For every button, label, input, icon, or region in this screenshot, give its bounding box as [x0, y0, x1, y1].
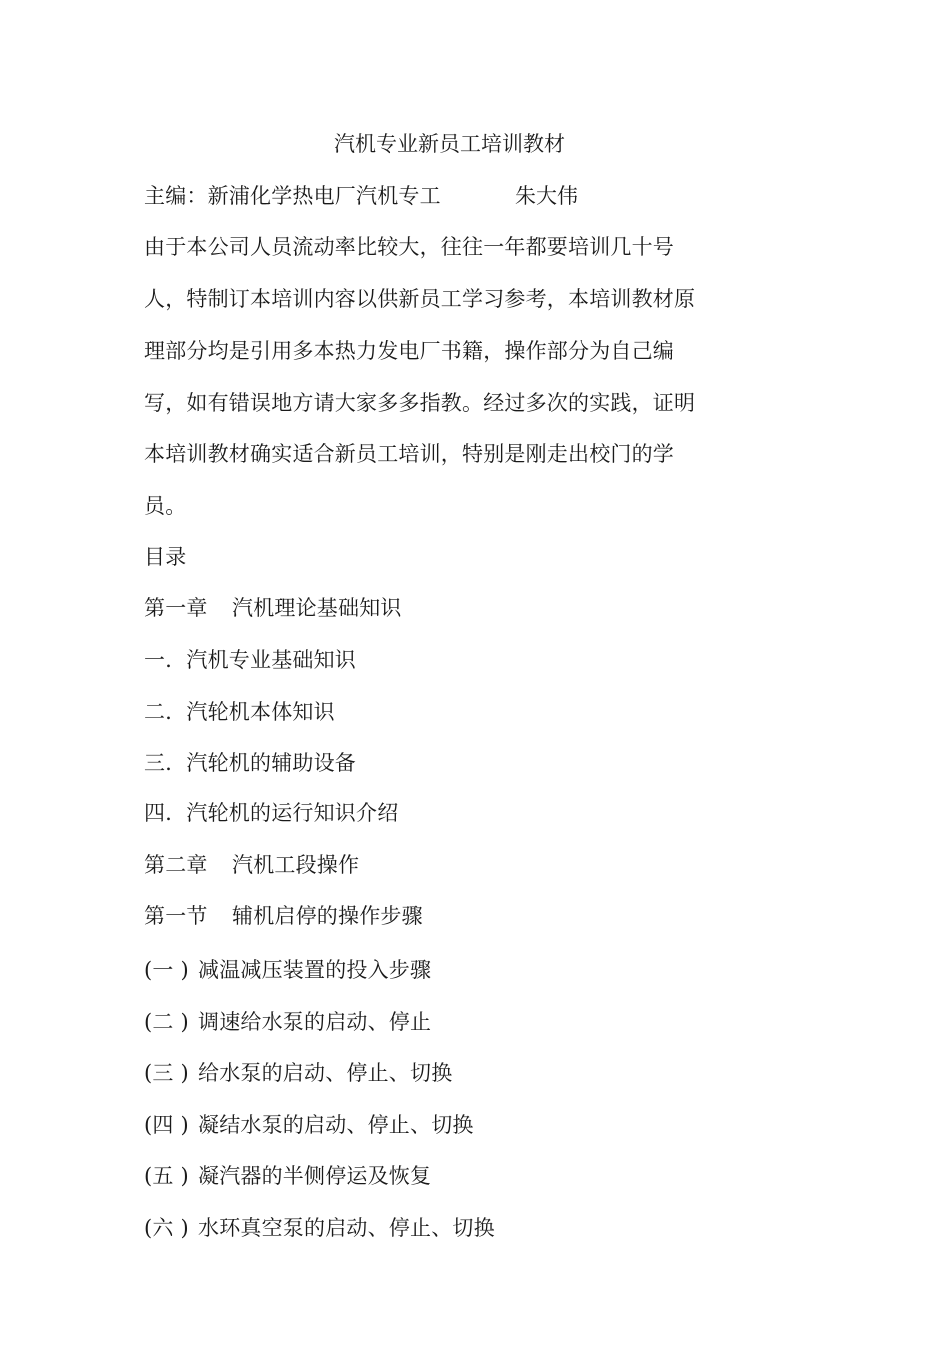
- chapter-1-label: 第一章: [144, 596, 208, 620]
- toc-chapter-2[interactable]: [144, 852, 359, 878]
- intro-line-2: 人，特制订本培训内容以供新员工学习参考，本培训教材原: [144, 287, 696, 311]
- toc-item-1-3[interactable]: 三．汽轮机的辅助设备: [144, 751, 356, 775]
- toc-procedure-6[interactable]: [144, 1215, 495, 1241]
- procedure-number: (三 ): [144, 1061, 189, 1085]
- toc-chapter-1[interactable]: [144, 595, 402, 621]
- chapter-2-label: 第二章: [144, 853, 208, 877]
- section-1-title: 辅机启停的操作步骤: [232, 904, 423, 928]
- procedure-number: (二 ): [144, 1010, 189, 1034]
- procedure-number: (四 ): [144, 1113, 189, 1137]
- intro-line-5: 本培训教材确实适合新员工培训，特别是刚走出校门的学: [144, 442, 674, 466]
- intro-line-3: 理部分均是引用多本热力发电厂书籍，操作部分为自己编: [144, 339, 674, 363]
- procedure-text: 给水泵的启动、停止、切换: [198, 1061, 453, 1085]
- editor-name: 朱大伟: [515, 184, 578, 208]
- editor-label: 主编：新浦化学热电厂汽机专工: [144, 184, 441, 208]
- procedure-text: 减温减压装置的投入步骤: [198, 958, 432, 982]
- procedure-number: (六 ): [144, 1216, 189, 1240]
- intro-line-6: 员。: [144, 494, 187, 518]
- procedure-number: (一 ): [144, 958, 189, 982]
- toc-procedure-2[interactable]: [144, 1009, 431, 1035]
- intro-line-1: 由于本公司人员流动率比较大，往往一年都要培训几十号: [144, 235, 674, 259]
- toc-procedure-1[interactable]: [144, 957, 431, 983]
- toc-item-1-2[interactable]: 二．汽轮机本体知识: [144, 700, 335, 724]
- intro-line-4: 写，如有错误地方请大家多多指教。经过多次的实践，证明: [144, 391, 696, 415]
- procedure-text: 凝结水泵的启动、停止、切换: [198, 1113, 474, 1137]
- toc-item-1-4[interactable]: 四．汽轮机的运行知识介绍: [144, 801, 399, 825]
- procedure-text: 调速给水泵的启动、停止: [198, 1010, 432, 1034]
- toc-procedure-3[interactable]: [144, 1060, 452, 1086]
- toc-item-1-1[interactable]: 一．汽机专业基础知识: [144, 648, 356, 672]
- toc-heading: 目录: [144, 545, 187, 569]
- toc-procedure-5[interactable]: [144, 1163, 431, 1189]
- procedure-number: (五 ): [144, 1164, 189, 1188]
- procedure-text: 凝汽器的半侧停运及恢复: [198, 1164, 432, 1188]
- chapter-1-title: 汽机理论基础知识: [232, 596, 402, 620]
- toc-procedure-4[interactable]: [144, 1112, 474, 1138]
- section-1-label: 第一节: [144, 904, 208, 928]
- procedure-text: 水环真空泵的启动、停止、切换: [198, 1216, 495, 1240]
- toc-section-1[interactable]: [144, 903, 423, 929]
- chapter-2-title: 汽机工段操作: [232, 853, 360, 877]
- document-title: 汽机专业新员工培训教材: [334, 132, 565, 156]
